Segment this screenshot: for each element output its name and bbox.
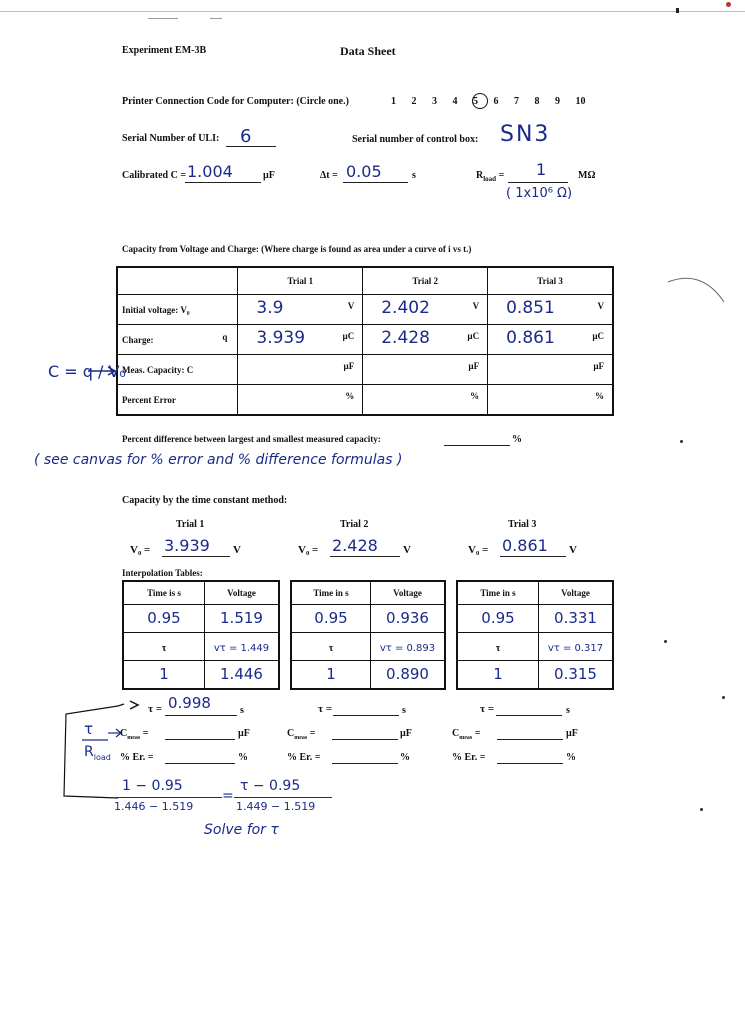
tau-unit: s (566, 705, 570, 716)
tau-label: τ = (480, 703, 495, 715)
selection-circle (472, 93, 488, 109)
table-cell: 0.331 (539, 605, 614, 633)
v0-label: V₀ = (130, 544, 151, 556)
work-equals: = (222, 788, 234, 804)
capacity-table (116, 266, 614, 416)
r-load-note: ( 1x10⁶ Ω) (506, 186, 573, 201)
underline (508, 182, 568, 183)
uli-serial-value: 6 (240, 126, 252, 147)
scan-dot (680, 440, 683, 443)
code-option: 6 (493, 96, 499, 107)
margin-scribble (668, 272, 728, 312)
table-cell: τ (291, 633, 371, 661)
solve-note: Solve for τ (204, 822, 279, 838)
percent-error-label: % Er. = (120, 752, 154, 763)
tau-over-r-top: τ (84, 720, 94, 738)
tau-over-r-bottom: $R_{load}$ (84, 744, 111, 762)
arrow-icon (88, 366, 118, 376)
r-load-value: 1 (536, 160, 547, 179)
underline (333, 715, 399, 716)
table-cell: µF (238, 355, 363, 385)
underline (330, 556, 400, 557)
percent-diff-unit: % (512, 434, 522, 445)
underline (497, 763, 563, 764)
table-cell: τ (457, 633, 539, 661)
v0-value: 3.939 (164, 536, 210, 555)
underline (496, 715, 562, 716)
corner-cell (117, 267, 238, 295)
percent-error-label: % Er. = (287, 752, 321, 763)
scan-edge (0, 11, 745, 12)
col-header: Voltage (205, 581, 280, 605)
table-cell: vτ = 0.317 (539, 633, 614, 661)
calibrated-c-label: Calibrated C = (122, 170, 187, 181)
calibrated-c-value: 1.004 (187, 162, 233, 181)
trial-header: Trial 1 (238, 267, 363, 295)
cmeas-unit: µF (238, 728, 250, 739)
table-cell: 0.95 (457, 605, 539, 633)
experiment-label: Experiment EM-3B (122, 45, 207, 56)
row-label: Meas. Capacity: C (117, 355, 238, 385)
underline (185, 182, 261, 183)
printer-code-list (391, 96, 586, 107)
v0-label: V₀ = (468, 544, 489, 556)
table-cell: 2.402 V (363, 295, 488, 325)
interp-label: Interpolation Tables: (122, 568, 203, 578)
code-option: 4 (452, 96, 458, 107)
table-cell: 1 (291, 661, 371, 690)
table-cell: µF (488, 355, 613, 385)
trial-title: Trial 2 (340, 519, 369, 530)
table-cell: vτ = 1.449 (205, 633, 280, 661)
underline (165, 763, 235, 764)
interp-table-2 (290, 580, 446, 690)
box-serial-value: SN3 (500, 122, 551, 147)
row-label: Initial voltage: V₀ (117, 295, 238, 325)
row-label: Percent Error (117, 385, 238, 416)
v0-unit: V (403, 544, 411, 556)
table-cell: vτ = 0.893 (371, 633, 446, 661)
code-option: 3 (432, 96, 437, 107)
work-denominator-right: 1.449 − 1.519 (236, 800, 316, 813)
table-cell: 0.861 µC (488, 325, 613, 355)
delta-t-value: 0.05 (346, 162, 382, 181)
work-numerator-left: 1 − 0.95 (122, 778, 183, 794)
page-title: Data Sheet (340, 44, 396, 58)
code-option-circled: 5 (473, 96, 478, 107)
code-option: 7 (514, 96, 519, 107)
underline (343, 182, 408, 183)
scan-dot (722, 696, 725, 699)
percent-error-unit: % (238, 752, 248, 763)
table-cell: 0.315 (539, 661, 614, 690)
trial-header: Trial 3 (488, 267, 613, 295)
arrow-icon (108, 728, 124, 738)
uli-serial-label: Serial Number of ULI: (122, 133, 220, 144)
trial-title: Trial 1 (176, 519, 205, 530)
interp-table-1 (122, 580, 280, 690)
cmeas-label: $C_{meas}$ = (287, 728, 316, 741)
work-numerator-right: τ − 0.95 (240, 778, 301, 794)
section-heading-tau: Capacity by the time constant method: (122, 495, 288, 506)
tau-unit: s (402, 705, 406, 716)
v0-value: 2.428 (332, 536, 378, 555)
cmeas-unit: µF (566, 728, 578, 739)
code-option: 9 (555, 96, 560, 107)
underline (500, 556, 566, 557)
interp-table-3 (456, 580, 614, 690)
underline (332, 763, 398, 764)
table-cell: 2.428 µC (363, 325, 488, 355)
r-load-label: $R_{load}$ = (476, 170, 505, 183)
work-denominator-left: 1.446 − 1.519 (114, 800, 194, 813)
table-cell: τ (123, 633, 205, 661)
col-header: Time in s (457, 581, 539, 605)
underline (444, 445, 510, 446)
delta-t-unit: s (412, 170, 416, 181)
capacity-formula-note: C = q / V₀ (48, 362, 126, 381)
percent-diff-label: Percent difference between largest and smallest measured capacity: (122, 434, 381, 444)
printer-code-label: Printer Connection Code for Computer: (Circle one.) (122, 96, 349, 107)
table-cell: 3.939 µC (238, 325, 363, 355)
percent-error-unit: % (566, 752, 576, 763)
code-option: 2 (411, 96, 417, 107)
percent-error-unit: % (400, 752, 410, 763)
table-cell: 0.95 (123, 605, 205, 633)
calibrated-c-unit: µF (263, 170, 275, 181)
col-header: Time in s (291, 581, 371, 605)
underline (165, 715, 237, 716)
v0-value: 0.861 (502, 536, 548, 555)
scan-mark (210, 18, 222, 19)
scan-dot (664, 640, 667, 643)
trial-header: Trial 2 (363, 267, 488, 295)
cmeas-unit: µF (400, 728, 412, 739)
table-cell: % (363, 385, 488, 416)
table-cell: 1 (457, 661, 539, 690)
underline (165, 739, 235, 740)
col-header: Voltage (539, 581, 614, 605)
r-load-unit: MΩ (578, 170, 596, 181)
scan-dot (726, 2, 731, 7)
v0-unit: V (233, 544, 241, 556)
v0-unit: V (569, 544, 577, 556)
col-header: Voltage (371, 581, 446, 605)
v0-label: V₀ = (298, 544, 319, 556)
section-heading-vq: Capacity from Voltage and Charge: (Where charge is found as area under a curve of i vs t.) (122, 244, 472, 254)
scan-mark (148, 18, 178, 19)
table-cell: 0.890 (371, 661, 446, 690)
table-cell: 3.9 V (238, 295, 363, 325)
table-cell: 1.519 (205, 605, 280, 633)
fraction-bar (116, 797, 222, 798)
tau-label: τ = (148, 703, 163, 715)
table-cell: % (238, 385, 363, 416)
table-cell: 0.95 (291, 605, 371, 633)
table-cell: % (488, 385, 613, 416)
canvas-note: ( see canvas for % error and % difference formulas ) (34, 452, 403, 468)
arrow-icon (128, 700, 148, 710)
trial-title: Trial 3 (508, 519, 537, 530)
percent-error-label: % Er. = (452, 752, 486, 763)
delta-t-label: Δt = (320, 170, 338, 181)
tau-label: τ = (318, 703, 333, 715)
code-option: 8 (534, 96, 540, 107)
scan-dot (700, 808, 703, 811)
tau-value: 0.998 (168, 694, 211, 712)
table-cell: µF (363, 355, 488, 385)
scan-dot (676, 8, 679, 13)
table-cell: 1 (123, 661, 205, 690)
underline (332, 739, 398, 740)
box-serial-label: Serial number of control box: (352, 134, 479, 145)
code-option: 1 (391, 96, 396, 107)
underline (497, 739, 563, 740)
underline (162, 556, 230, 557)
table-cell: 0.851 V (488, 295, 613, 325)
cmeas-label: $C_{meas}$ = (120, 728, 149, 741)
table-cell: 1.446 (205, 661, 280, 690)
code-option: 10 (575, 96, 586, 107)
row-label: Charge: q (117, 325, 238, 355)
col-header: Time is s (123, 581, 205, 605)
table-cell: 0.936 (371, 605, 446, 633)
tau-unit: s (240, 705, 244, 716)
cmeas-label: $C_{meas}$ = (452, 728, 481, 741)
fraction-bar (234, 797, 332, 798)
